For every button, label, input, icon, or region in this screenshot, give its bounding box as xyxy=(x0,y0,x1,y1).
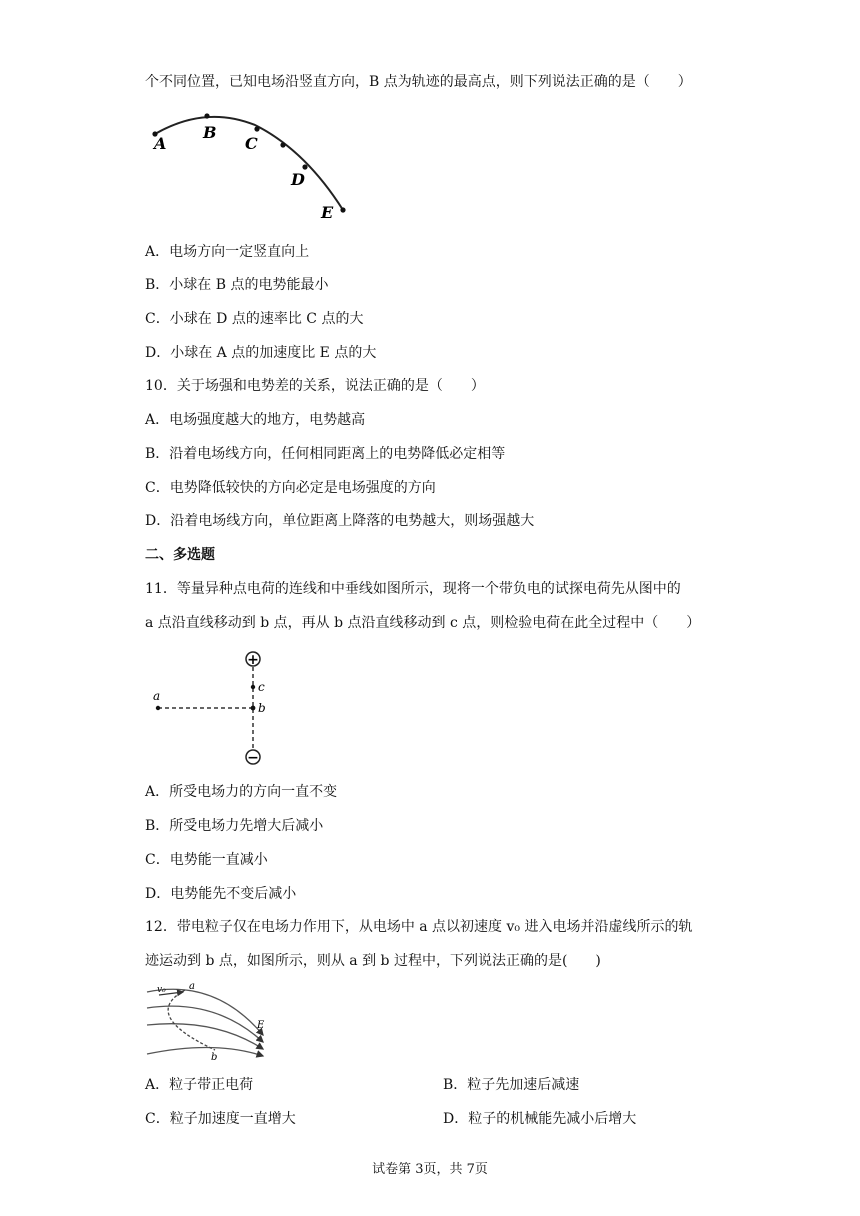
q10-option-c: C．电势降低较快的方向必定是电场强度的方向 xyxy=(145,480,436,496)
q12-label-b: b xyxy=(211,1052,218,1063)
q10-stem: 10．关于场强和电势差的关系，说法正确的是（ ） xyxy=(145,378,485,394)
q12-label-v0: v₀ xyxy=(157,985,166,995)
q11-stem-line1: 11．等量异种点电荷的连线和中垂线如图所示，现将一个带负电的试探电荷先从图中的 xyxy=(145,581,681,597)
q12-label-e: E xyxy=(257,1020,265,1031)
q9-trajectory-figure xyxy=(145,105,360,225)
q11-label-c: c xyxy=(258,680,265,694)
q12-option-d: D．粒子的机械能先减小后增大 xyxy=(443,1111,637,1127)
q12-option-b: B．粒子先加速后减速 xyxy=(443,1077,580,1093)
q11-minus-charge: − xyxy=(247,750,259,766)
q9-label-b: B xyxy=(203,123,217,142)
q11-charges-figure xyxy=(145,645,280,770)
q9-option-d: D．小球在 A 点的加速度比 E 点的大 xyxy=(145,345,377,361)
q9-label-a: A xyxy=(154,134,167,153)
q10-option-d: D．沿着电场线方向，单位距离上降落的电势越大，则场强越大 xyxy=(145,513,535,529)
q11-option-a: A．所受电场力的方向一直不变 xyxy=(145,784,338,800)
q11-plus-charge: + xyxy=(247,652,259,668)
q12-stem-line1: 12．带电粒子仅在电场力作用下，从电场中 a 点以初速度 v₀ 进入电场并沿虚线所示的轨 xyxy=(145,919,693,935)
q12-field-figure xyxy=(145,980,275,1062)
q11-option-c: C．电势能一直减小 xyxy=(145,852,268,868)
q12-option-c: C．粒子加速度一直增大 xyxy=(145,1111,296,1127)
q9-option-c: C．小球在 D 点的速率比 C 点的大 xyxy=(145,311,364,327)
q10-option-a: A．电场强度越大的地方，电势越高 xyxy=(145,412,366,428)
q11-stem-line2: a 点沿直线移动到 b 点，再从 b 点沿直线移动到 c 点，则检验电荷在此全过程中（ ） xyxy=(145,615,701,631)
q11-option-b: B．所受电场力先增大后减小 xyxy=(145,818,324,834)
q11-label-b: b xyxy=(258,701,266,715)
q9-option-b: B．小球在 B 点的电势能最小 xyxy=(145,277,329,293)
q11-option-d: D．电势能先不变后减小 xyxy=(145,886,297,902)
q12-stem-line2: 迹运动到 b 点，如图所示，则从 a 到 b 过程中，下列说法正确的是( ) xyxy=(145,953,601,969)
q9-label-c: C xyxy=(245,134,258,153)
q10-option-b: B．沿着电场线方向，任何相同距离上的电势降低必定相等 xyxy=(145,446,506,462)
section-title-multiple-choice: 二、多选题 xyxy=(145,547,215,563)
page-footer: 试卷第 3页，共 7页 xyxy=(372,1162,488,1177)
q9-label-d: D xyxy=(291,170,305,189)
q9-option-a: A．电场方向一定竖直向上 xyxy=(145,244,310,260)
q12-label-a: a xyxy=(189,981,195,992)
q9-stem-line: 个不同位置，已知电场沿竖直方向，B 点为轨迹的最高点，则下列说法正确的是（ ） xyxy=(145,74,692,90)
q9-label-e: E xyxy=(321,203,334,222)
q12-option-a: A．粒子带正电荷 xyxy=(145,1077,254,1093)
q11-label-a: a xyxy=(153,689,161,703)
